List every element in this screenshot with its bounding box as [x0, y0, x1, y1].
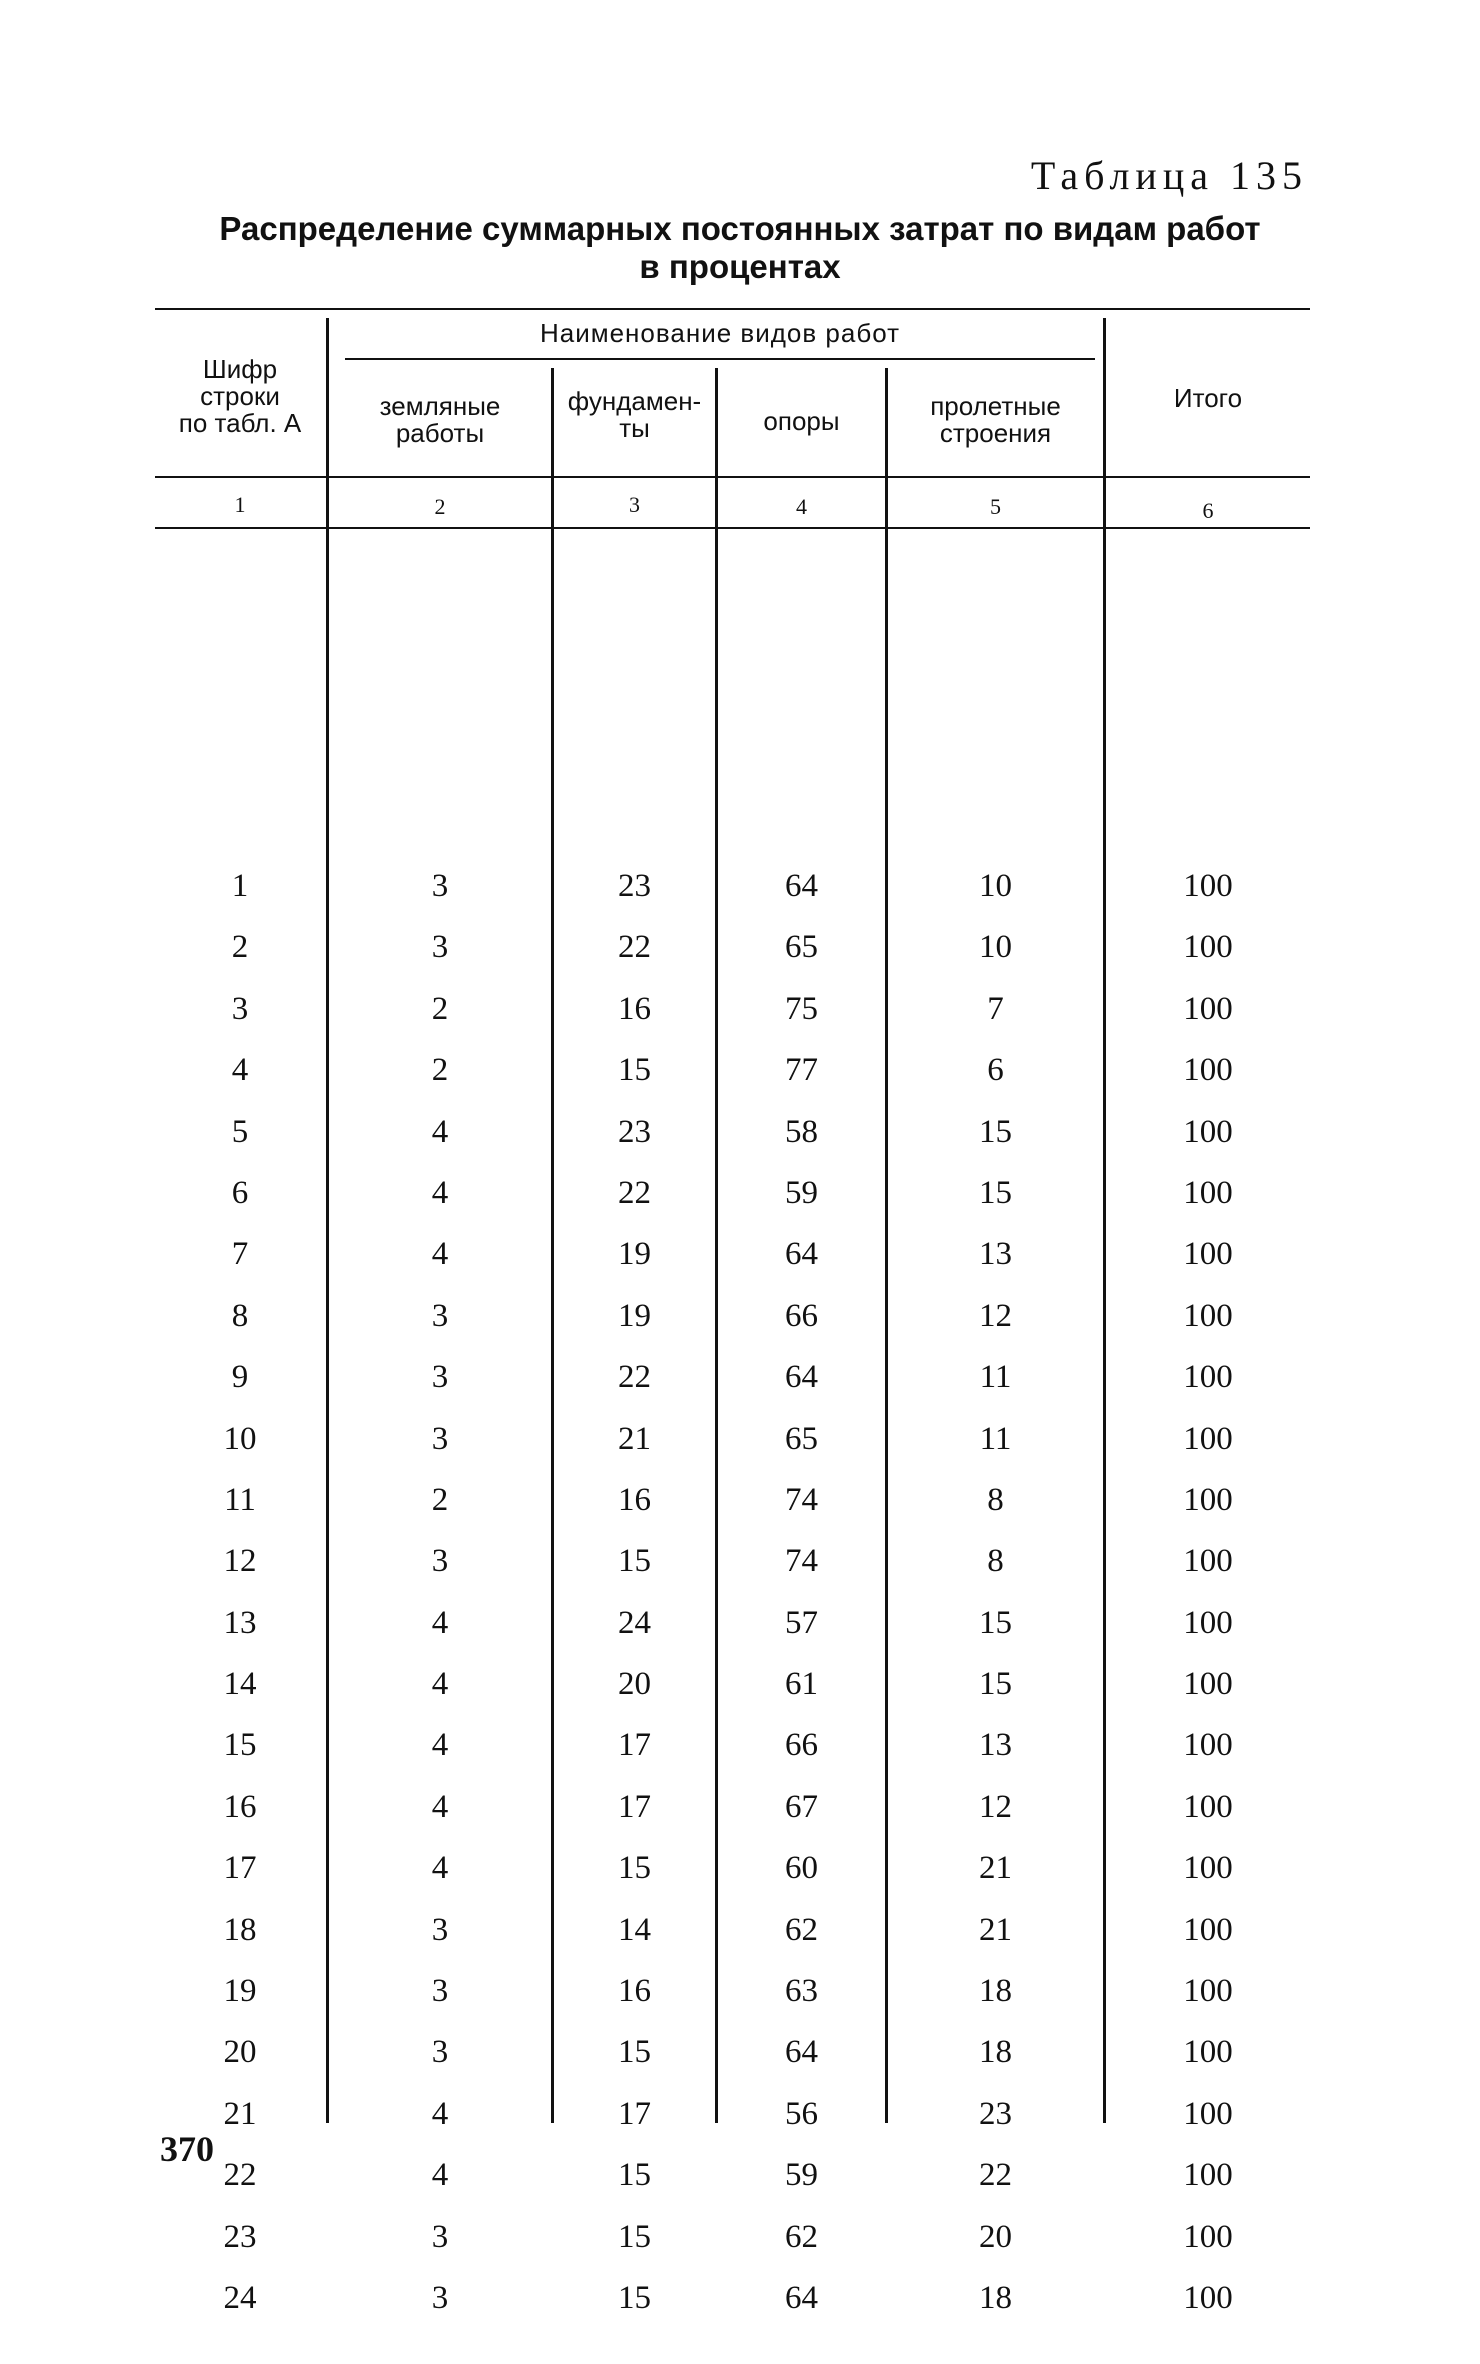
total-cell: 100: [1183, 868, 1233, 904]
foundations-cell: 15: [618, 2157, 651, 2194]
earthworks-cell: 4: [431, 1174, 449, 1211]
earthworks-cell: 4: [431, 1236, 449, 1273]
earthworks-cell: 4: [431, 1113, 449, 1150]
spans-cell: 15: [979, 1113, 1012, 1150]
supports-cell: 64: [785, 1359, 818, 1396]
spans-cell: 12: [979, 1297, 1012, 1334]
supports-cell: 65: [785, 929, 818, 966]
table-row: [155, 2022, 1310, 2083]
foundations-cell: 22: [618, 1174, 651, 1211]
foundations-cell: 16: [618, 1973, 651, 2010]
foundations-cell: 17: [618, 1727, 651, 1764]
total-cell: 100: [1183, 1727, 1233, 1764]
foundations-cell: 15: [618, 1850, 651, 1887]
earthworks-cell: 4: [431, 1604, 449, 1641]
earthworks-cell: 3: [431, 929, 449, 966]
table-row: [155, 1163, 1310, 1224]
spans-cell: 23: [979, 2095, 1012, 2132]
row-code-cell: 15: [223, 1727, 257, 1764]
foundations-cell: 17: [618, 2095, 651, 2132]
foundations-cell: 15: [618, 1543, 651, 1580]
row-code-cell: 16: [223, 1788, 257, 1825]
spans-cell: 21: [979, 1911, 1012, 1948]
row-code-cell: 4: [231, 1052, 249, 1089]
supports-cell: 62: [785, 1911, 818, 1948]
earthworks-cell: 4: [431, 2095, 449, 2132]
supports-cell: 66: [785, 1297, 818, 1334]
table-row: [155, 1654, 1310, 1715]
row-code-cell: 6: [231, 1174, 249, 1211]
column-number-6: 6: [1202, 498, 1214, 523]
header-code-column: Шифр строки по табл. А: [178, 354, 302, 438]
total-cell: 100: [1183, 1973, 1233, 2010]
total-cell: 100: [1183, 1236, 1233, 1273]
foundations-cell: 16: [618, 1481, 651, 1518]
earthworks-cell: 3: [431, 2279, 449, 2316]
total-cell: 100: [1183, 2218, 1233, 2255]
spans-cell: 10: [979, 868, 1012, 904]
spans-cell: 6: [987, 1052, 1004, 1089]
header-foundations: фундамен- ты: [567, 386, 702, 443]
row-code-cell: 22: [223, 2157, 257, 2194]
spans-cell: 15: [979, 1174, 1012, 1211]
earthworks-cell: 3: [431, 1420, 449, 1457]
spans-cell: 10: [979, 929, 1012, 966]
earthworks-cell: 4: [431, 1788, 449, 1825]
row-code-cell: 21: [223, 2095, 257, 2132]
supports-cell: 74: [785, 1481, 818, 1518]
total-cell: 100: [1183, 1359, 1233, 1396]
table-title: [150, 210, 1330, 286]
row-code-cell: 1: [231, 868, 249, 904]
supports-cell: 67: [785, 1788, 818, 1825]
page-number: 370: [160, 2129, 214, 2169]
header-group-label: Наименование видов работ: [539, 318, 901, 348]
total-cell: 100: [1183, 2095, 1233, 2132]
spans-cell: 8: [987, 1543, 1004, 1580]
spans-cell: 18: [979, 2279, 1012, 2316]
total-cell: 100: [1183, 1666, 1233, 1703]
total-cell: 100: [1183, 1420, 1233, 1457]
spans-cell: 11: [979, 1359, 1012, 1396]
total-cell: 100: [1183, 2157, 1233, 2194]
supports-cell: 59: [785, 2157, 818, 2194]
supports-cell: 75: [785, 990, 818, 1027]
earthworks-cell: 3: [431, 868, 449, 904]
table-row: [155, 1409, 1310, 1470]
table-row: [155, 2145, 1310, 2206]
foundations-cell: 22: [618, 1359, 651, 1396]
row-code-cell: 17: [223, 1850, 257, 1887]
table-row: [155, 1593, 1310, 1654]
total-cell: 100: [1183, 990, 1233, 1027]
total-cell: 100: [1183, 1113, 1233, 1150]
supports-cell: 56: [785, 2095, 818, 2132]
total-cell: 100: [1183, 1052, 1233, 1089]
spans-cell: 11: [979, 1420, 1012, 1457]
table-title-line-1: Распределение суммарных постоянных затрат по видам работ: [219, 210, 1261, 247]
total-cell: 100: [1183, 2034, 1233, 2071]
supports-cell: 62: [785, 2218, 818, 2255]
total-cell: 100: [1183, 1788, 1233, 1825]
supports-cell: 64: [785, 868, 818, 904]
spans-cell: 12: [979, 1788, 1012, 1825]
total-cell: 100: [1183, 1297, 1233, 1334]
row-code-cell: 24: [223, 2279, 257, 2316]
table-row: [155, 1838, 1310, 1899]
supports-cell: 65: [785, 1420, 818, 1457]
earthworks-cell: 4: [431, 1850, 449, 1887]
row-code-cell: 8: [231, 1297, 249, 1334]
table-body: [155, 856, 1310, 2329]
foundations-cell: 17: [618, 1788, 651, 1825]
earthworks-cell: 2: [431, 990, 449, 1027]
total-cell: 100: [1183, 1543, 1233, 1580]
column-number-2: 2: [434, 494, 446, 519]
foundations-cell: 21: [618, 1420, 651, 1457]
supports-cell: 59: [785, 1174, 818, 1211]
column-number-4: 4: [796, 494, 807, 519]
spans-cell: 15: [979, 1604, 1012, 1641]
supports-cell: 58: [785, 1113, 818, 1150]
foundations-cell: 15: [618, 2034, 651, 2071]
table-row: [155, 1347, 1310, 1408]
table-row: [155, 1777, 1310, 1838]
spans-cell: 18: [979, 1973, 1012, 2010]
header-supports: опоры: [763, 406, 840, 436]
total-cell: 100: [1183, 1850, 1233, 1887]
table-row: [155, 917, 1310, 978]
supports-cell: 77: [785, 1052, 818, 1089]
column-number-1: 1: [234, 492, 246, 517]
foundations-cell: 23: [618, 868, 651, 904]
spans-cell: 7: [987, 990, 1004, 1027]
table-row: [155, 2207, 1310, 2268]
row-code-cell: 2: [231, 929, 249, 966]
spans-cell: 20: [979, 2218, 1012, 2255]
foundations-cell: 24: [618, 1604, 651, 1641]
table-row: [155, 1715, 1310, 1776]
earthworks-cell: 4: [431, 1727, 449, 1764]
spans-cell: 22: [979, 2157, 1012, 2194]
row-code-cell: 18: [223, 1911, 257, 1948]
row-code-cell: 20: [223, 2034, 257, 2071]
total-cell: 100: [1183, 1604, 1233, 1641]
header-spans: пролетные строения: [930, 391, 1061, 448]
foundations-cell: 15: [618, 1052, 651, 1089]
foundations-cell: 23: [618, 1113, 651, 1150]
supports-cell: 74: [785, 1543, 818, 1580]
supports-cell: 63: [785, 1973, 818, 2010]
foundations-cell: 20: [618, 1666, 651, 1703]
table-label: Таблица 135: [1030, 153, 1308, 198]
group-header-rule: [345, 358, 1095, 360]
header-earthworks: земляные работы: [379, 391, 501, 448]
table-title-line-2: в процентах: [639, 248, 841, 285]
table-row: [155, 2084, 1310, 2145]
spans-cell: 18: [979, 2034, 1012, 2071]
row-code-cell: 5: [231, 1113, 249, 1150]
spans-cell: 21: [979, 1850, 1012, 1887]
total-cell: 100: [1183, 1911, 1233, 1948]
table-row: [155, 1040, 1310, 1101]
earthworks-cell: 3: [431, 2034, 449, 2071]
table-row: [155, 1224, 1310, 1285]
earthworks-cell: 3: [431, 1297, 449, 1334]
table-row: [155, 1286, 1310, 1347]
table-row: [155, 2268, 1310, 2329]
table-row: [155, 979, 1310, 1040]
row-code-cell: 10: [223, 1420, 257, 1457]
row-code-cell: 19: [223, 1973, 257, 2010]
column-number-5: 5: [990, 494, 1001, 519]
header-total: Итого: [1173, 383, 1243, 413]
foundations-cell: 15: [618, 2218, 651, 2255]
foundations-cell: 16: [618, 990, 651, 1027]
supports-cell: 61: [785, 1666, 818, 1703]
table-row: [155, 1900, 1310, 1961]
supports-cell: 64: [785, 1236, 818, 1273]
row-code-cell: 9: [231, 1359, 249, 1396]
earthworks-cell: 3: [431, 1911, 449, 1948]
row-code-cell: 11: [224, 1481, 256, 1518]
earthworks-cell: 3: [431, 1543, 449, 1580]
foundations-cell: 15: [618, 2279, 651, 2316]
total-cell: 100: [1183, 1481, 1233, 1518]
supports-cell: 57: [785, 1604, 818, 1641]
spans-cell: 13: [979, 1727, 1012, 1764]
row-code-cell: 14: [223, 1666, 257, 1703]
table-row: [155, 1102, 1310, 1163]
column-number-3: 3: [629, 492, 640, 517]
spans-cell: 8: [987, 1481, 1004, 1518]
earthworks-cell: 2: [431, 1052, 449, 1089]
supports-cell: 66: [785, 1727, 818, 1764]
row-code-cell: 3: [231, 990, 249, 1027]
earthworks-cell: 3: [431, 1359, 449, 1396]
spans-cell: 13: [979, 1236, 1012, 1273]
table-row: [155, 1531, 1310, 1592]
foundations-cell: 19: [618, 1297, 651, 1334]
earthworks-cell: 3: [431, 1973, 449, 2010]
supports-cell: 64: [785, 2279, 818, 2316]
table-row: [155, 1470, 1310, 1531]
table-row: [155, 1961, 1310, 2022]
total-cell: 100: [1183, 1174, 1233, 1211]
row-code-cell: 13: [223, 1604, 257, 1641]
supports-cell: 64: [785, 2034, 818, 2071]
row-code-cell: 7: [231, 1236, 249, 1273]
supports-cell: 60: [785, 1850, 818, 1887]
total-cell: 100: [1183, 2279, 1233, 2316]
earthworks-cell: 3: [431, 2218, 449, 2255]
total-cell: 100: [1183, 929, 1233, 966]
foundations-cell: 19: [618, 1236, 651, 1273]
earthworks-cell: 4: [431, 1666, 449, 1703]
table-row: [155, 856, 1310, 917]
foundations-cell: 14: [618, 1911, 651, 1948]
table-top-rule: [155, 308, 1310, 310]
row-code-cell: 23: [223, 2218, 257, 2255]
spans-cell: 15: [979, 1666, 1012, 1703]
foundations-cell: 22: [618, 929, 651, 966]
row-code-cell: 12: [223, 1543, 257, 1580]
earthworks-cell: 2: [431, 1481, 449, 1518]
earthworks-cell: 4: [431, 2157, 449, 2194]
